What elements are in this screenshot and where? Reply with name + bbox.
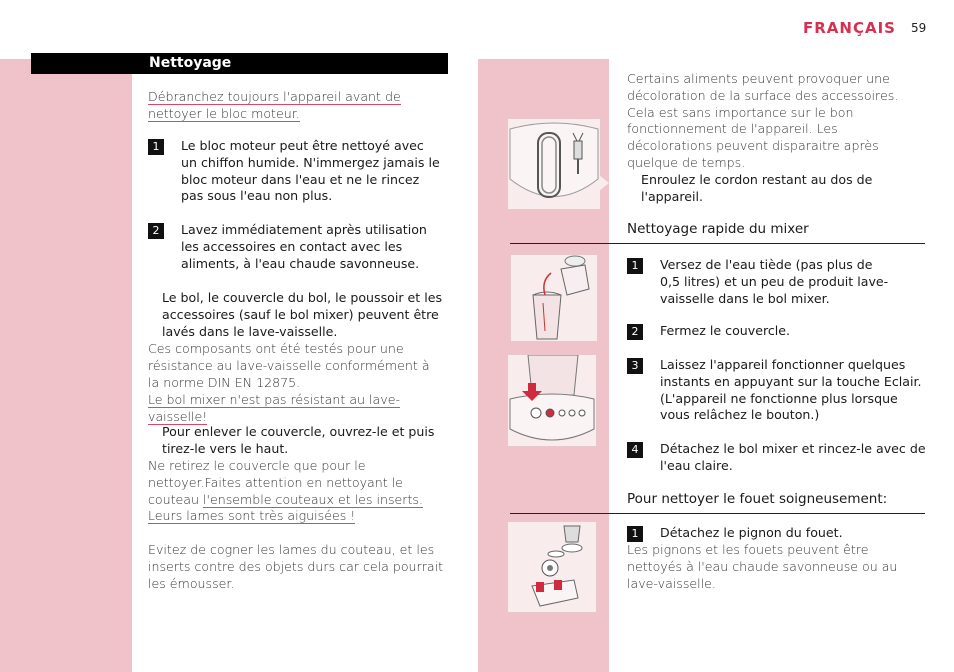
step-text: Versez de l'eau tiède (pas plus de 0,5 litres) et un peu de produit lave-vaisselle dans le bol mixer.	[660, 257, 889, 306]
pour-water-illustration	[510, 254, 598, 342]
lid-bullet: Pour enlever le couvercle, ouvrez-le et puis tirez-le vers le haut.	[162, 424, 435, 456]
step-text: Détachez le pignon du fouet.	[660, 525, 843, 540]
step-number: 1	[148, 139, 164, 155]
whisk-gear-illustration	[507, 521, 597, 613]
step-number: 2	[627, 324, 643, 340]
dishwasher-note: Ces composants ont été testés pour une résistance au lave-vaisselle conformément à la norme DIN EN 12875.	[148, 341, 430, 390]
quick-clean-title: Nettoyage rapide du mixer	[627, 221, 809, 237]
dishwasher-warning: Le bol mixer n'est pas résistant au lave-vaisselle!	[148, 392, 400, 424]
step-number: 3	[627, 358, 643, 374]
step-number: 1	[627, 258, 643, 274]
section-divider	[510, 513, 925, 514]
whisk-note: Les pignons et les fouets peuvent être nettoyés à l'eau chaude savonneuse ou au lave-vaisselle.	[627, 542, 898, 591]
page-number: 59	[911, 21, 927, 35]
section-title-bar	[31, 53, 448, 74]
discolor-note: Certains aliments peuvent provoquer une décoloration de la surface des accessoires. Cela est sans importance sur le bon fonctionnement de l'appareil. Les décolorations peuvent disparaitre après quelque de temps.	[627, 71, 899, 170]
dishwasher-bullet: Le bol, le couvercle du bol, le poussoir et les accessoires (sauf le bol mixer) peuvent être lavés dans le lave-vaisselle.	[162, 290, 443, 339]
section-title: Nettoyage	[149, 55, 232, 71]
step-text: Détachez le bol mixer et rincez-le avec de l'eau claire.	[660, 441, 926, 473]
intro-warning: Débranchez toujours l'appareil avant de nettoyer le bloc moteur.	[148, 89, 401, 121]
cord-bullet: Enroulez le cordon restant au dos de l'appareil.	[641, 172, 873, 204]
step-text: Lavez immédiatement après utilisation les accessoires en contact avec les aliments, à l'eau chaude savonneuse.	[181, 222, 427, 271]
lid-note: Ne retirez le couvercle que pour le nettoyer.Faites attention en nettoyant le couteau l'ensemble couteaux et les inserts. Leurs lames sont très aiguisées !	[148, 458, 423, 524]
step-text: Le bloc moteur peut être nettoyé avec un chiffon humide. N'immergez jamais le bloc moteur dans l'eau et ne le rincez pas sous l'eau non plus.	[181, 138, 440, 204]
left-margin-band	[0, 59, 132, 672]
pulse-button-illustration	[507, 354, 597, 447]
step-text: Laissez l'appareil fonctionner quelques instants en appuyant sur la touche Eclair. (L'appareil ne fonctionne plus lorsque vous relâchez le bouton.)	[660, 357, 922, 423]
cord-storage-illustration	[507, 118, 601, 210]
blade-note: Evitez de cogner les lames du couteau, et les inserts contre des objets durs car cela pourrait les émousser.	[148, 542, 444, 591]
pointer-arrow-icon	[599, 175, 609, 191]
step-text: Fermez le couvercle.	[660, 323, 791, 338]
step-number: 1	[627, 526, 643, 542]
step-number: 2	[148, 223, 164, 239]
whisk-title: Pour nettoyer le fouet soigneusement:	[627, 491, 888, 507]
step-number: 4	[627, 442, 643, 458]
language-label: FRANÇAIS	[803, 19, 896, 37]
section-divider	[510, 243, 925, 244]
